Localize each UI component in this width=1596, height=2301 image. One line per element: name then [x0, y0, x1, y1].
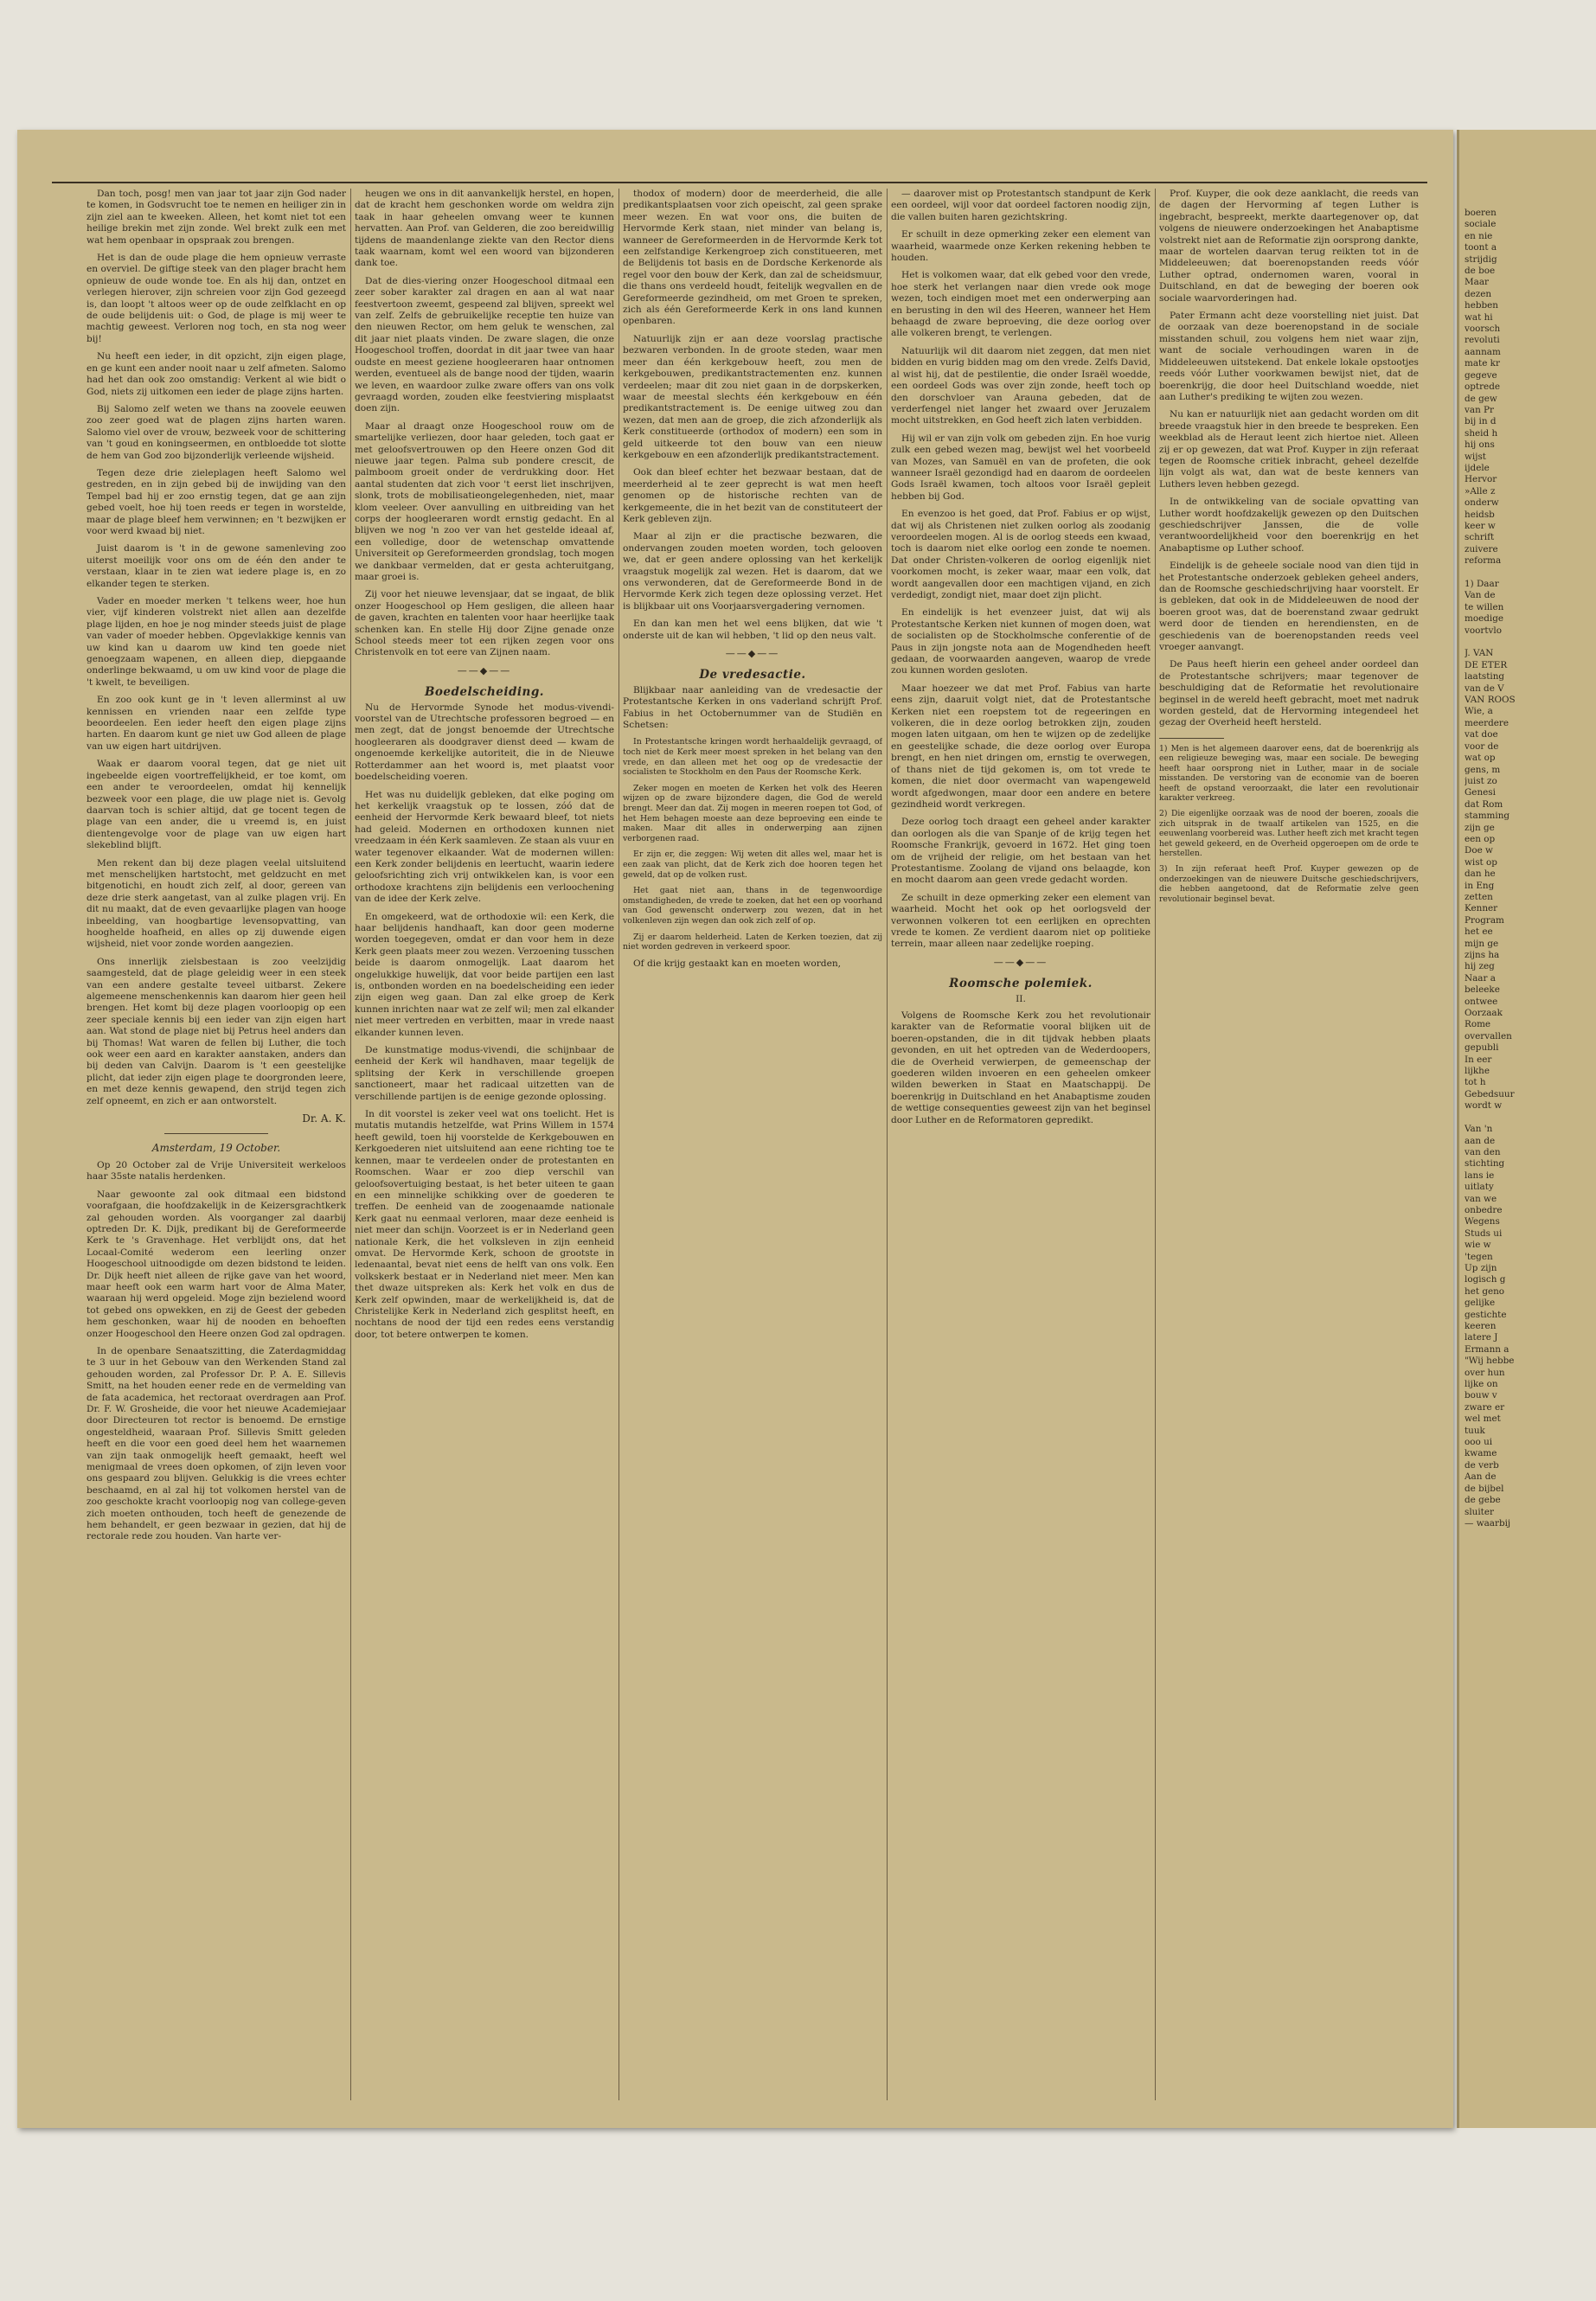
adjacent-page-line: Kenner — [1465, 903, 1498, 914]
adjacent-page-line: en nie — [1465, 230, 1493, 241]
adjacent-page-line — [1465, 637, 1594, 648]
paragraph: Er schuilt in deze opmerking zeker een element van waarheid, waarmede onze Kerken rekening hebben te houden. — [891, 229, 1151, 264]
adjacent-page-line: bouw v — [1465, 1390, 1497, 1401]
quoted-paragraph: Het gaat niet aan, thans in de tegenwoordige omstandigheden, de vrede te zoeken, dat het een op voorhand van God gewenscht onderwerp zou wezen, dat in het volkenleven zijn wegen dan ook zich zelf of op. — [623, 886, 882, 926]
adjacent-page-line: keeren — [1465, 1321, 1497, 1331]
adjacent-page-line: keer w — [1465, 520, 1496, 531]
adjacent-page-line: de verb — [1465, 1459, 1499, 1471]
paragraph: Dat de dies-viering onzer Hoogeschool ditmaal een zeer sober karakter zal dragen en aan al wat naar feestvertoon zweemt, gespeend zal blijven, spreekt wel van zelf. Zelfs de gebruikelijke receptie ten huize van den nieuwen Rector, om hem geluk te wenschen, zal dit jaar niet plaats vinden. De zware slagen, die onze Hoogeschool troffen, doordat in dit jaar twee van haar oudste en meest geziene hoogleeraren haar ontnomen werden, eventueel als de bange nood der tijden, waarin we leven, en waardoor zulke zware offers van ons volk gevraagd worden, zouden elke feestviering misplaatst doen zijn. — [355, 275, 614, 414]
adjacent-page-line: ijdele — [1465, 462, 1490, 473]
paragraph: Deze oorlog toch draagt een geheel ander karakter dan oorlogen als die van Spanje of de krijg tegen het Roomsche Frankrijk, gevoerd in 1672. Het ging toen om de vrijheid der religie, om het bestaan van het Protestantisme. Zoolang de vijand ons belaagde, kon en mocht daarom aan geen vrede gedacht worden. — [891, 817, 1151, 886]
adjacent-page-line: tuuk — [1465, 1425, 1485, 1436]
paragraph: En eindelijk is het evenzeer juist, dat wij als Protestantsche Kerken niet kunnen of mogen doen, wat de socialisten op de Stockholmsche conferentie of de Paus in zijn jongste nota aan de Mogendheden heeft gedaan, de voorwaarden aangeven, waarop de vrede zou kunnen worden gesloten. — [891, 607, 1151, 676]
adjacent-page-line: gelijke — [1465, 1298, 1496, 1309]
paragraph: Waak er daarom vooral tegen, dat ge niet uit ingebeelde eigen voortreffelijkheid, er toe komt, om een ander te veroordeelen, omdat hij kennelijk bezweek voor een plage, die uw plage niet is. Gevolg daarvan toch is schier altijd, dat ge tocent tegen de plage van een ander, die u vreemd is, en juist dientengevolge voor de plage van uw eigen hart slekeblind blijft. — [87, 759, 346, 851]
adjacent-page-line: »Alle z — [1465, 485, 1496, 497]
adjacent-page-line: overvallen — [1465, 1030, 1512, 1042]
section-number: II. — [1016, 993, 1026, 1004]
article-heading: Roomsche polemiek. — [949, 977, 1093, 991]
adjacent-page-line: kwame — [1465, 1448, 1497, 1459]
paragraph: Maar al draagt onze Hoogeschool rouw om de smartelijke verliezen, door haar geleden, toch gaat er met geloofsvertrouwen op den Heere onzen God dit nieuwe jaar tegen. Palma sub pondere crescit, de palmboom groeit onder de verdrukking door. Het aantal studenten dat zich voor 't eerst liet inschrijven, slonk, trots de mobilisatieongelegenheden, niet, maar klom veeleer. Over aanvulling en uitbreiding van het corps der hoogleeraren wordt ernstig gedacht. En al blijven we nog 'n zoo ver van het gestelde ideaal af, een volledige, door de wetenschap omvattende Universiteit op Gereformeerden grondslag, toch mogen we dankbaar vermelden, dat er gesta achteruitgang, maar groei is. — [355, 420, 614, 582]
paragraph: En zoo ook kunt ge in 't leven allerminst al uw kennissen en vrienden naar een zelfde type beoordeelen. Een ieder heeft den eigen plage zijns harten. En daarom kunt ge niet uw God alleen de plage van uw eigen hart uitdrijven. — [87, 695, 346, 752]
adjacent-page-strip — [1457, 130, 1596, 2128]
adjacent-page-line: — waarbij — [1465, 1517, 1511, 1529]
adjacent-page-line: juist zo — [1465, 775, 1497, 786]
text-column-2 — [355, 189, 614, 2109]
adjacent-page-line: zetten — [1465, 891, 1493, 902]
adjacent-page-line: Up zijn — [1465, 1262, 1497, 1273]
adjacent-page-line: dezen — [1465, 288, 1492, 299]
paragraph: Het is dan de oude plage die hem opnieuw verraste en overviel. De giftige steek van den plager bracht hem opnieuw de oude wonde toe. En als hij dan, ontzet en verlegen hierover, zijn schreien voor zijn God gezeegd is, dan loopt 't altoos weer op de oude zelfklacht en op de oude belijdenis uit: o God, de plage is mij weer te machtig geweest. Verloren nog toch, en sta nog weer bij! — [87, 253, 346, 344]
adjacent-page-line: stamming — [1465, 811, 1510, 822]
adjacent-page-line: schrift — [1465, 532, 1495, 543]
adjacent-page-line: in Eng — [1465, 880, 1495, 891]
adjacent-page-line: de gebe — [1465, 1495, 1501, 1506]
adjacent-page-line: Aan de — [1465, 1471, 1497, 1483]
adjacent-page-line: Maar — [1465, 277, 1489, 288]
adjacent-page-line: Van de — [1465, 590, 1496, 601]
paragraph: Tegen deze drie zieleplagen heeft Salomo wel gestreden, en in zijn gebed bij de inwijding van den Tempel bad hij er zoo ernstig tegen, dat ge aan zijn gebed voelt, hoe hij toen reeds er tegen in worstelde, maar de plage bleef hem verwinnen; en 't bezwijken er voor werd kwaad bij niet. — [87, 467, 346, 536]
paragraph: Bij Salomo zelf weten we thans na zoovele eeuwen zoo zeer goed wat de plagen zijns harten waren. Salomo viel over de vrouw, bezweek voor de schittering van 't goud en koningseermen, en ontbloedde tot slotte de hem van God zoo bijzonderlijk verleende wijsheid. — [87, 403, 346, 461]
adjacent-page-line: wijst — [1465, 451, 1486, 462]
text-column-4 — [891, 189, 1151, 2109]
adjacent-page-line: de boe — [1465, 266, 1496, 277]
adjacent-page-line: heidsb — [1465, 509, 1495, 520]
paragraph: Of die krijg gestaakt kan en moeten worden, — [633, 958, 842, 969]
paragraph: — daarover mist op Protestantsch standpunt de Kerk een oordeel, wijl voor dat oordeel factoren noodig zijn, die vallen buiten haren gezichtskring. — [891, 189, 1151, 222]
quoted-paragraph: Zeker mogen en moeten de Kerken het volk des Heeren wijzen op de zware bijzondere dagen, die God de wereld brengt. Meer dan dat. Zij mogen in meeren roepen tot God, of het Hem behagen moeste aan deze beproeving een einde te maken. Maar dit alles in onderwerping aan zijnen verborgenen raad. — [623, 783, 882, 843]
paragraph: Nu de Hervormde Synode het modus-vivendi-voorstel van de Utrechtsche professoren begroed — en men zegt, dat de jongst benoemde der Utrechtsche hoogleeraren als doodgraver dienst deed — kwam de ongenoemde kerkelijke autoriteit, die in de Nieuwe Rotterdammer aan het woord is, met plaatst voor boedelscheiding voeren. — [355, 702, 614, 783]
paragraph: Hij wil er van zijn volk om gebeden zijn. En hoe vurig zulk een gebed wezen mag, bewijst wel het voorbeeld van Mozes, van Samuël en van de profeten, die ook wanneer Israël gezondigd had en daarom de oordeelen Gods Israël kwamen, toch altoos voor Israël gepleit hebben bij God. — [891, 433, 1151, 502]
section-ornament: ——◆—— — [993, 956, 1048, 968]
paragraph: En dan kan men het wel eens blijken, dat wie 't onderste uit de kan wil hebben, 't lid op den neus valt. — [623, 619, 882, 641]
adjacent-page-line: Van 'n — [1465, 1124, 1493, 1135]
adjacent-page-line: hij ons — [1465, 439, 1495, 451]
paragraph: Het was nu duidelijk gebleken, dat elke poging om het kerkelijk vraagstuk op te lossen, zóó dat de eenheid der Hervormde Kerk bewaard bleef, tot niets had geleid. Modernen en orthodoxen kunnen niet vreedzaam in één Kerk saamleven. Ze staan als vuur en water tegenover elkaander. Wat de modernen willen: een Kerk zonder belijdenis en leertucht, waarin iedere geloofsrichting zich vrij ontwikkelen kan, is voor een orthodoxe krachtens zijn belijdenis een verloochening van de idee der Kerk zelve. — [355, 789, 614, 905]
header-rule — [52, 182, 1427, 183]
column-rule — [1155, 189, 1156, 2100]
adjacent-page-line: In eer — [1465, 1054, 1492, 1065]
adjacent-page-line: over hun — [1465, 1367, 1505, 1378]
adjacent-page-line: moedige — [1465, 613, 1504, 625]
adjacent-page-line: sluiter — [1465, 1506, 1494, 1517]
adjacent-page-line: te willen — [1465, 601, 1504, 612]
adjacent-page-line: boeren — [1465, 208, 1497, 218]
adjacent-page-text — [1465, 208, 1594, 1529]
adjacent-page-line: aan de — [1465, 1135, 1496, 1146]
section-ornament: ——◆—— — [457, 664, 512, 676]
adjacent-page-line: toont a — [1465, 242, 1497, 253]
adjacent-page-line: vat doe — [1465, 729, 1498, 740]
adjacent-page-line: lans ie — [1465, 1170, 1495, 1181]
adjacent-page-line: gegeve — [1465, 369, 1497, 381]
adjacent-page-line — [1465, 567, 1594, 579]
footnote: 2) Die eigenlijke oorzaak was de nood der boeren, zooals die zich uitsprak in de twaalf artikelen van 1525, en die eeuwenlang voorbereid was. Luther heeft zich met kracht tegen het geweld gekeerd, en de Overheid opgeroepen om de orde te herstellen. — [1159, 809, 1419, 858]
adjacent-page-line: zware er — [1465, 1401, 1505, 1413]
paragraph: Nu kan er natuurlijk niet aan gedacht worden om dit breede vraagstuk hier in den breede te bespreken. Een weekblad als de Heraut leent zich hiertoe niet. Alleen zij er op gewezen, dat wat Prof. Kuyper in zijn referaat tegen de Roomsche critiek inbracht, geheel dezelfde lijn volgt als wat, dan wat de beste kenners van Luthers leven hebben gezegd. — [1159, 409, 1419, 490]
adjacent-page-line: van den — [1465, 1146, 1501, 1157]
adjacent-page-line: lijkhe — [1465, 1066, 1490, 1077]
adjacent-page-line: Rome — [1465, 1019, 1491, 1030]
adjacent-page-line: Program — [1465, 914, 1504, 926]
adjacent-page-line: uitlaty — [1465, 1182, 1494, 1193]
adjacent-page-line: van Pr — [1465, 404, 1495, 415]
paragraph: Juist daarom is 't in de gewone samenleving zoo uiterst moeilijk voor ons om de één den ander te verstaan, klaar in te zien wat iedere plage is, en zo elkander tegen te sterken. — [87, 543, 346, 589]
adjacent-page-line: mate kr — [1465, 358, 1500, 369]
paragraph: Pater Ermann acht deze voorstelling niet juist. Dat de oorzaak van deze boerenopstand in de sociale misstanden schuil, zou volgens hem niet waar zijn, want de sociale verhoudingen waren in de Middeleeuwen uitstekend. Dat enkele lokale opstootjes reeds vóór Luther voorkwamen bewijst niet, dat de boerenkrijg, die door heel Duitschland woedde, niet aan Luther's prediking te wijten zou wezen. — [1159, 311, 1419, 402]
adjacent-page-line: ontwee — [1465, 996, 1498, 1007]
adjacent-page-line: ooo ui — [1465, 1437, 1493, 1448]
paragraph: thodox of modern) door de meerderheid, die alle predikantsplaatsen voor zich opeischt, zal geen sprake meer wezen. En wat voor ons, die buiten de Hervormde Kerk staan, niet minder van belang is, wanneer de Gereformeerden in de Hervormde Kerk tot een zelfstandige Kerkengroep zich constitueeren, met de Belijdenis tot basis en de Dordsche Kerkenorde als regel voor den bouw der Kerk, dan zal de scheidsmuur, die thans ons verdeeld houdt, feitelijk wegvallen en de Gereformeerde gezindheid, om met Groen te spreken, zich als één Gereformeerde Kerk in ons land kunnen openbaren. — [623, 189, 882, 327]
adjacent-page-line: tot h — [1465, 1077, 1486, 1088]
text-column-5 — [1159, 189, 1419, 2109]
footnote-divider — [1159, 738, 1224, 739]
adjacent-page-line: wat op — [1465, 753, 1496, 764]
paragraph: De Paus heeft hierin een geheel ander oordeel dan de Protestantsche schrijvers; maar tegenover de beschuldiging dat de Reformatie het revolutionaire beginsel in de wereld heeft gebracht, moet met nadruk worden gesteld, dat de Hervorming integendeel het gezag der Overheid heeft hersteld. — [1159, 659, 1419, 728]
adjacent-page-line — [1465, 1112, 1594, 1124]
adjacent-page-line: stichting — [1465, 1158, 1505, 1170]
adjacent-page-line: J. VAN — [1465, 648, 1494, 659]
adjacent-page-line: Wie, a — [1465, 706, 1493, 717]
paragraph: In de openbare Senaatszitting, die Zaterdagmiddag te 3 uur in het Gebouw van den Werkenden Stand zal gehouden worden, zal Professor Dr. P. A. E. Sillevis Smitt, na het houden eener rede en de vermelding van de fata academica, het rectoraat overdragen aan Prof. Dr. F. W. Grosheide, die voor het nieuwe Academiejaar door Directeuren tot rector is benoemd. De ernstige ongesteldheid, waaraan Prof. Sillevis Smitt geleden heeft en die voor een goed deel hem het waarnemen van zijn taak onmogelijk heeft gemaakt, heeft wel menigmaal de vrees doen opkomen, of zijn leven voor ons gespaard zou blijven. Gelukkig is die vrees echter beschaamd, en al zal hij tot volkomen herstel van de zoo geschokte kracht voorloopig nog van college-geven zich moeten onthouden, toch heeft de genezende de hem behandelt, er geen bezwaar in gezien, dat hij de rectorale rede zou houden. Van harte ver- — [87, 1345, 346, 1542]
author-signature: Dr. A. K. — [302, 1112, 346, 1125]
footnote: 1) Men is het algemeen daarover eens, dat de boerenkrijg als een religieuze beweging was, maar een sociale. De beweging heeft haar oorsprong niet in Luther, maar in de sociale misstanden. De verstoring van de economie van de boeren heeft de opstand veroorzaakt, die later een revolutionair karakter verkreeg. — [1159, 743, 1419, 803]
adjacent-page-line: laatsting — [1465, 671, 1505, 683]
section-ornament: ——◆—— — [725, 648, 780, 660]
adjacent-page-line: Ermann a — [1465, 1343, 1509, 1355]
paragraph: Nu heeft een ieder, in dit opzicht, zijn eigen plage, en ge kunt een ander nooit naar u zelf afmeten. Salomo had het dan ook zoo omstandig: Verkent al wie bidt o God, niets zij uitkomen een ieder de plage zijns harten. — [87, 351, 346, 397]
adjacent-page-line: het ee — [1465, 926, 1493, 938]
paragraph: Maar al zijn er die practische bezwaren, die ondervangen zouden moeten worden, toch gelooven we, dat er geen andere oplossing van het kerkelijk vraagstuk mogelijk zal wezen. Het is daarom, dat we ons verwonderen, dat de Gereformeerde Bond in de Hervormde Kerk zich tegen deze oplossing verzet. Het is blijkbaar uit ons Voorjaarsvergadering vernomen. — [623, 531, 882, 612]
adjacent-page-line: bij in d — [1465, 416, 1497, 427]
paragraph: In de ontwikkeling van de sociale opvatting van Luther wordt hoofdzakelijk gewezen op den Duitschen geschiedschrijver Janssen, die de volle verantwoordelijkheid voor den boerenkrijg en het Anabaptisme op Luther schoof. — [1159, 497, 1419, 554]
adjacent-page-line: wat hi — [1465, 311, 1493, 323]
adjacent-page-line: DE ETER — [1465, 659, 1508, 670]
adjacent-page-line: strijdig — [1465, 253, 1497, 265]
article-heading: De vredesactie. — [699, 668, 806, 683]
adjacent-page-line: "Wij hebbe — [1465, 1356, 1515, 1367]
adjacent-page-line: revoluti — [1465, 335, 1500, 346]
paragraph: En omgekeerd, wat de orthodoxie wil: een Kerk, die haar belijdenis handhaaft, kan door geen moderne worden toegegeven, omdat er dan voor hem in deze Kerk geen plaats meer zou wezen. Verzoening tusschen beide is daarom onmogelijk. Laat daarom het ongelukkige huwelijk, dat voor beide partijen een last is, ontbonden worden en na boedelscheiding een ieder zijn eigen weg gaan. Dan zal elke groep de Kerk kunnen inrichten naar wat ze zelf wil; men zal elkander niet meer vertreden en verbitten, maar in vrede naast elkander kunnen leven. — [355, 911, 614, 1038]
adjacent-page-line: Genesi — [1465, 787, 1496, 798]
adjacent-page-line: voor de — [1465, 740, 1499, 752]
adjacent-page-line: Studs ui — [1465, 1227, 1503, 1239]
adjacent-page-line: mijn ge — [1465, 938, 1499, 949]
paragraph: Ons innerlijk zielsbestaan is zoo veelzijdig saamgesteld, dat de plage geleidig weer in een steek van een andere gestalte teveel uitbarst. Zekere algemeene menschenkennis kan daarom hier geen heil brengen. Het komt bij deze plagen voorloopig op een zeer speciale kennis bij een ieder van zijn eigen hart aan. Wat stond de plage niet bij Petrus heel anders dan bij Thomas! Wat waren de fellen bij Luther, die toch ook weer een aard en karakter aanstaken, anders dan bij deden van Calvijn. Daarom is 't een geestelijke plicht, dat ieder zijn eigen plage te doorgronden leere, en met deze kennis gewapend, den strijd tegen zich zelf opneemt, en zich er aan ontworstelt. — [87, 956, 346, 1106]
adjacent-page-line: onbedre — [1465, 1204, 1503, 1215]
adjacent-page-line: lijke on — [1465, 1379, 1498, 1390]
adjacent-page-line: 1) Daar — [1465, 579, 1499, 589]
paragraph: Natuurlijk wil dit daarom niet zeggen, dat men niet bidden en vurig bidden mag om den vrede. Zelfs David, al wist hij, dat de pestilentie, die onder Israël woedde, een oordeel Gods was over zijn zonde, heeft toch op den dorschvloer van Arauna gebeden, dat de verderfengel niet langer het zwaard over Jeruzalem mocht uitstrekken, en God heeft zich laten verbidden. — [891, 345, 1151, 426]
adjacent-page-line: zijns ha — [1465, 950, 1500, 960]
adjacent-page-line: 'tegen — [1465, 1251, 1493, 1262]
adjacent-page-line: Gebedsuur — [1465, 1088, 1515, 1099]
paragraph: Prof. Kuyper, die ook deze aanklacht, die reeds van de dagen der Hervorming af tegen Luther is ingebracht, bespreekt, merkte daartegenover op, dat volgens de nieuwere onderzoekingen het Anabaptisme volstrekt niet aan de Reformatie zijn oorsprong dankte, maar de wortelen daarvan terug reikten tot in de Middeleeuwen; dat boerenopstanden reeds vóór Luther optrad, ondernomen waren, vooral in Duitschland, en dat de beweging der boeren ook sociale waarvorderingen had. — [1159, 189, 1419, 304]
paragraph: In dit voorstel is zeker veel wat ons toelicht. Het is mutatis mutandis hetzelfde, wat Prins Willem in 1574 heeft gewild, toen hij voorstelde de Kerkgebouwen en Kerkgoederen niet uitsluitend aan eene richting toe te kennen, maar te verdeelen onder de protestanten en Roomschen. Waar er zoo diep verschil van geloofsovertuiging bestaat, is het beter uiteen te gaan en een minnelijke schikking over de goederen te treffen. De eenheid van de zoogenaamde nationale Kerk gaat nu eenmaal verloren, maar deze eenheid is niet meer dan schijn. Voorzeet is er in Nederland geen nationale Kerk, die het volksleven in zijn eenheid omvat. De Hervormde Kerk, schoon de grootste in ledenaantal, bevat niet eens de helft van ons volk. Een volkskerk bestaat er in Nederland niet meer. Men kan thet dwaze uitspreken als: Kerk het volk en dus de Kerk zelf opwinden, maar de werkelijkheid is, dat de Christelijke Kerk in Nederland zich gesplitst heeft, en nochtans de nood der tijd een redes eens verstandig door, tot betere ontwerpen te komen. — [355, 1109, 614, 1340]
adjacent-page-line: dat Rom — [1465, 798, 1503, 810]
column-rule — [887, 189, 888, 2100]
paragraph: Ze schuilt in deze opmerking zeker een element van waarheid. Mocht het ook op het oorlogsveld der verwonnen volkeren tot een eerlijken en oprechten vrede te komen. Ze verdient daarom niet op politieke terrein, maar alleen naar zedelijke roeping. — [891, 892, 1151, 950]
adjacent-page-line: gens, m — [1465, 764, 1501, 775]
adjacent-page-line: Wegens — [1465, 1216, 1500, 1227]
adjacent-page-line: meerdere — [1465, 717, 1509, 728]
paragraph: Blijkbaar naar aanleiding van de vredesactie der Protestantsche Kerken in ons vaderland schrijft Prof. Fabius in het Octobernummer van de Studiën en Schetsen: — [623, 684, 882, 731]
adjacent-page-line: logisch g — [1465, 1274, 1506, 1285]
column-rule — [350, 189, 351, 2100]
text-column-1 — [87, 189, 346, 2109]
paragraph: Op 20 October zal de Vrije Universiteit werkeloos haar 35ste natalis herdenken. — [87, 1159, 346, 1183]
adjacent-page-line: zijn ge — [1465, 822, 1495, 833]
paragraph: En evenzoo is het goed, dat Prof. Fabius er op wijst, dat wij als Christenen niet zulken oorlog als zoodanig veroordeelen mogen. Al is de oorlog steeds een kwaad, toch is daarom niet elke oorlog een zonde te noemen. Dat onder Christen-volkeren de oorlog eigenlijk niet voorkomen mocht, is zeker waar, maar een volk, dat wordt aangevallen door een machtigen vijand, en zich verdedigt, zondigt niet, maar doet zijn plicht. — [891, 509, 1151, 600]
adjacent-page-line: Doe w — [1465, 845, 1493, 856]
adjacent-page-line: hebben — [1465, 300, 1498, 311]
quoted-paragraph: Zij er daarom helderheid. Laten de Kerken toezien, dat zij niet worden gedreven in verkeerd spoor. — [623, 932, 882, 952]
adjacent-page-line: sociale — [1465, 219, 1497, 230]
adjacent-page-line: voortvlo — [1465, 625, 1502, 636]
article-heading: Boedelscheiding. — [424, 685, 545, 700]
adjacent-page-line: de gew — [1465, 393, 1497, 404]
adjacent-page-line: latere J — [1465, 1332, 1498, 1343]
adjacent-page-line: sheid h — [1465, 427, 1498, 439]
paragraph: heugen we ons in dit aanvankelijk herstel, en hopen, dat de kracht hem geschonken worde om weldra zijn taak in haar geheelen omvang weer te kunnen hervatten. Aan Prof. van Gelderen, die zoo bereidwillig tijdens de maandenlange ziekte van den Rector diens taak waarnam, komt wel een woord van bijzonderen dank toe. — [355, 189, 614, 269]
adjacent-page-line: een op — [1465, 833, 1496, 844]
adjacent-page-line: Oorzaak — [1465, 1008, 1503, 1019]
quoted-paragraph: Er zijn er, die zeggen: Wij weten dit alles wel, maar het is een zaak van plicht, dat de Kerk zich doe hooren tegen het geweld, dat op de volken rust. — [623, 849, 882, 880]
paragraph: Volgens de Roomsche Kerk zou het revolutionair karakter van de Reformatie vooral blijken uit de boeren-opstanden, die in dit tijdvak hebben plaats gevonden, en uit het optreden van de Wederdoopers, die de Overheid verwierpen, de gemeenschap der goederen wilden invoeren en een geheelen omkeer wilden bewerken in Staat en Maatschappij. De boerenkrijg in Duitschland en het Anabaptisme zouden de wettige consequenties geweest zijn van het beginsel door Luther en de Reformatoren gepredikt. — [891, 1010, 1151, 1125]
paragraph: Natuurlijk zijn er aan deze voorslag practische bezwaren verbonden. In de groote steden, waar men meer dan één kerkgebouw heeft, zou men de kerkgebouwen, predikantstractementen enz. kunnen verdeelen; maar dit zou niet gaan in de dorpskerken, waar de meestal slechts één kerkgebouw en één predikantstractement is. De eenige uitweg zou dan wezen, dat men aan de groep, die zich afzonderlijk als Kerk constitueerde (orthodox of modern) een som in geld uitkeerde tot den bouw van een nieuw kerkgebouw en een afzonderlijk predikantstractement. — [623, 333, 882, 460]
footnote: 3) In zijn referaat heeft Prof. Kuyper gewezen op de onderzoekingen van de nieuwere Duitsche geschiedschrijvers, die hebben aangetoond, dat de Reformatie zelve geen revolutionair beginsel bevat. — [1159, 864, 1419, 904]
adjacent-page-line: reforma — [1465, 555, 1502, 567]
paragraph: Vader en moeder merken 't telkens weer, hoe hun vier, vijf kinderen volstrekt niet allen aan dezelfde plage lijden, en hoe je nog minder steeds juist de plage van vader of moeder hebben. Opgevlakkige kennis van uw kind kan u daarom uw kind ten goede niet genoegzaam wapenen, en alleen diep, diepgaande onderlinge bekwaamd, u om uw kind voor de plage die 't kwelt, te beveiligen. — [87, 596, 346, 688]
adjacent-page-line: aannam — [1465, 346, 1501, 357]
paragraph: Dan toch, posg! men van jaar tot jaar zijn God nader te komen, in Godsvrucht toe te nemen en heiliger zin in zijn ziel aan te kweeken. Alleen, het komt niet tot een heilige brekin met zijn zonde. Wel brekt zulk een met wat hem openbaar in opspraak zou brengen. — [87, 189, 346, 246]
adjacent-page-line: wordt w — [1465, 1100, 1503, 1112]
adjacent-page-line: optrede — [1465, 381, 1500, 393]
paragraph: Maar hoezeer we dat met Prof. Fabius van harte eens zijn, daaruit volgt niet, dat de Protestantsche Kerken niet een roepstem tot de regeeringen en volkeren, die in deze oorlog betrokken zijn, zouden mogen laten uitgaan, om hen te wijzen op de zedelijke en geestelijke schade, die deze oorlog over Europa brengt, en hen niet dringen om, ernstig te overwegen, of thans niet de tijd gekomen is, om tot vrede te komen, die niet door overmacht van wapengeweld wordt afgedwongen, maar door een andere en betere gezindheid wordt verkregen. — [891, 683, 1151, 810]
paragraph: Naar gewoonte zal ook ditmaal een bidstond voorafgaan, die hoofdzakelijk in de Keizersgrachtkerk zal gehouden worden. Als voorganger zal daarbij optreden Dr. K. Dijk, predikant bij de Gereformeerde Kerk te 's Gravenhage. Het verblijdt ons, dat het Locaal-Comité wederom een leerling onzer Hoogeschool uitnoodigde om dezen bidstond te leiden. Dr. Dijk heeft niet alleen de rijke gave van het woord, maar heeft ook een warm hart voor de Alma Mater, waaraan hij werd opgeleid. Moge zijn bezielend woord tot gebed ons opwekken, en zij de Geest der gebeden hem geschonken, waar hij de nooden en behoeften onzer Hoogeschool den Heere onzen God zal opdragen. — [87, 1189, 346, 1339]
divider — [164, 1133, 268, 1134]
text-column-3 — [623, 189, 882, 2109]
adjacent-page-line: van we — [1465, 1193, 1497, 1204]
adjacent-page-line: wie w — [1465, 1240, 1491, 1251]
paragraph: Men rekent dan bij deze plagen veelal uitsluitend met menschelijken hartstocht, met geldzucht en met bitgenotichi, en houdt zich zelf, al door, gereen van deze drie sterk aangetast, van al zulke plagen vrij. En dit nu maakt, dat de even gevaarlijke plagen van hooge inbeelding, van hoogbartige levensopvatting, van hooghelde hoafheid, en alles op zij duwende eigen wijsheid, niet voor zonde worden aangezien. — [87, 857, 346, 950]
paragraph: Zij voor het nieuwe levensjaar, dat se ingaat, de blik onzer Hoogeschool op Hem gesligen, die alleen haar de gaven, krachten en talenten voor haar heerlijke taak schenken kan. En stelle Hij door Zijne genade onze School steeds meer tot een rijken zegen voor ons Christenvolk en tot eere van Zijnen naam. — [355, 589, 614, 658]
adjacent-page-line: hij zeg — [1465, 961, 1495, 972]
adjacent-page-line: het geno — [1465, 1285, 1505, 1297]
paragraph: Het is volkomen waar, dat elk gebed voor den vrede, hoe sterk het verlangen naar dien vrede ook moge wezen, toch eindigen moet met een onderwerping aan en berusting in den wil des Heeren, wanneer het Hem behaagd de zware beproeving, die deze oorlog over alle volkeren brengt, te verlengen. — [891, 270, 1151, 339]
paragraph: Ook dan bleef echter het bezwaar bestaan, dat de meerderheid al te zeer geprecht is wat men heeft genomen op de historische rechten van de kerkgemeente, die in het bezit van de constituteert der Kerk gebleven zijn. — [623, 467, 882, 524]
adjacent-page-line: de bijbel — [1465, 1483, 1504, 1494]
adjacent-page-line: gestichte — [1465, 1309, 1507, 1320]
quoted-paragraph: In Protestantsche kringen wordt herhaaldelijk gevraagd, of toch niet de Kerk meer moest spreken in het belang van den vrede, en dan alleen met het oog op de vredesactie der socialisten te Stockholm en den Paus der Roomsche Kerk. — [623, 737, 882, 778]
adjacent-page-line: wist op — [1465, 856, 1497, 868]
paragraph: Eindelijk is de geheele sociale nood van dien tijd in het Protestantsche onderzoek gebleken geheel anders, dan de Roomsche geschiedschrijving haar voorstelt. Er is gebleken, dat ook in de Middeleeuwen de nood der boeren groot was, dat de boerenstand zwaar gedrukt werd door de tienden en herendiensten, en de geschiedenis van de boerenopstanden reeds veel vroeger aanvangt. — [1159, 561, 1419, 653]
paragraph: De kunstmatige modus-vivendi, die schijnbaar de eenheid der Kerk wil handhaven, maar tegelijk de splitsing der Kerk in verschillende groepen sanctioneert, maar het radicaal uitzetten van de verschillende partijen is de eenige gezonde oplossing. — [355, 1045, 614, 1102]
dateline: Amsterdam, 19 October. — [151, 1142, 281, 1155]
adjacent-page-line: zuivere — [1465, 543, 1498, 554]
adjacent-page-line: Naar a — [1465, 972, 1496, 984]
adjacent-page-line: van de V — [1465, 683, 1504, 694]
adjacent-page-line: gepubli — [1465, 1042, 1499, 1054]
adjacent-page-line: VAN ROOS — [1465, 695, 1516, 706]
adjacent-page-line: Hervor — [1465, 474, 1497, 485]
adjacent-page-line: dan he — [1465, 868, 1496, 880]
adjacent-page-line: onderw — [1465, 497, 1499, 509]
adjacent-page-line: wel met — [1465, 1413, 1501, 1425]
adjacent-page-line: beleeke — [1465, 984, 1500, 996]
adjacent-page-line: voorsch — [1465, 324, 1501, 335]
